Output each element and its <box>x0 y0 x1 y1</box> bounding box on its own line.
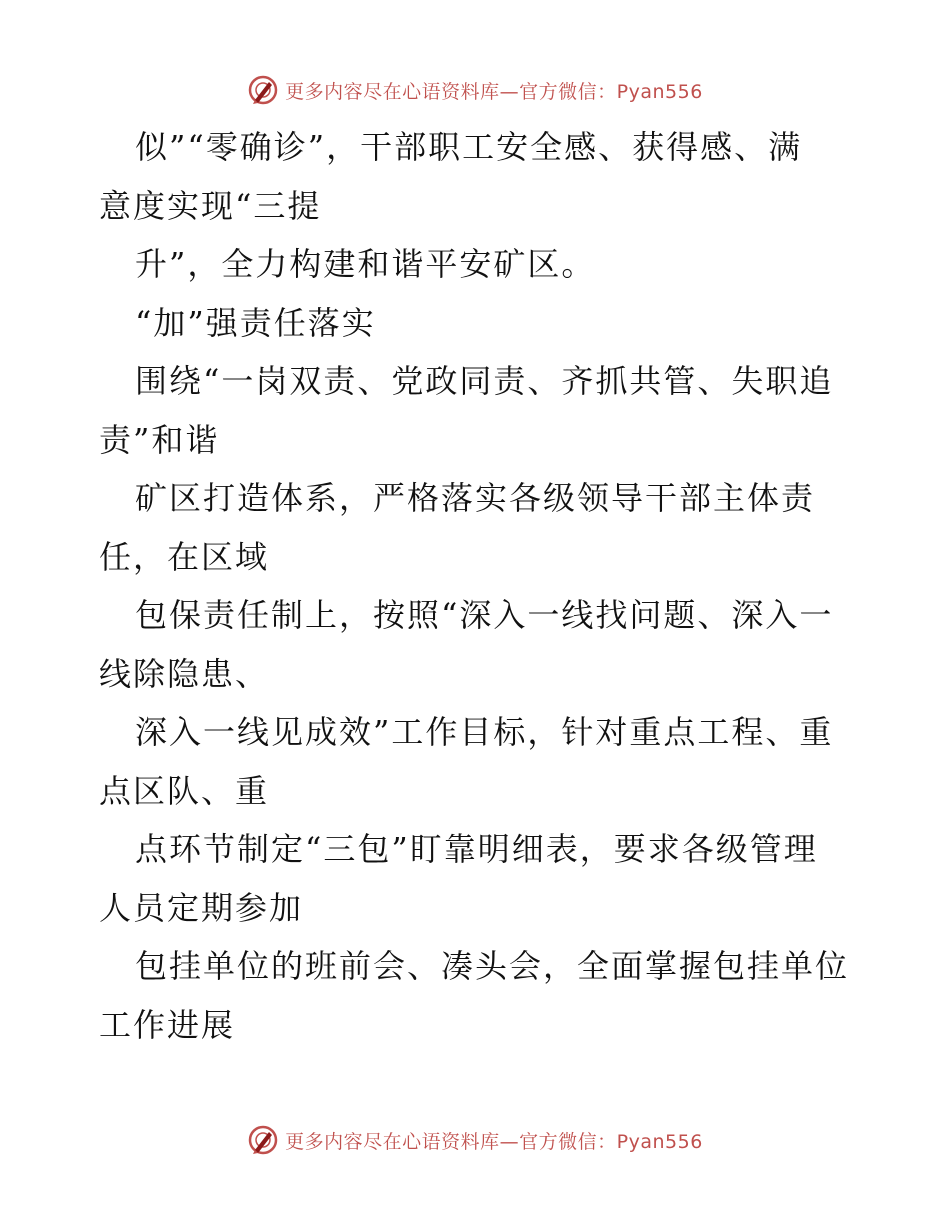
text-line: 意度实现“三提 <box>99 186 322 225</box>
text-line: 包保责任制上，按照“深入一线找问题、深入一 <box>135 596 834 634</box>
text-line: 升”，全力构建和谐平安矿区。 <box>135 245 596 283</box>
header-banner-text: 更多内容尽在心语资料库—官方微信：Pyan556 <box>285 80 703 103</box>
header-banner <box>0 70 950 110</box>
text-line: 包挂单位的班前会、凑头会，全面掌握包挂单位 <box>135 947 850 985</box>
text-line: 任，在区域 <box>99 537 270 576</box>
text-line: 矿区打造体系，严格落实各级领导干部主体责 <box>135 479 816 517</box>
text-line: 线除隐患、 <box>99 654 270 693</box>
footer-banner-text: 更多内容尽在心语资料库—官方微信：Pyan556 <box>285 1130 703 1153</box>
text-line: 点区队、重 <box>99 771 270 810</box>
text-line: 责”和谐 <box>99 420 220 459</box>
document-body <box>99 118 859 1054</box>
text-line: 似”“零确诊”，干部职工安全感、获得感、满 <box>135 128 803 166</box>
section-heading: “加”强责任落实 <box>135 303 376 342</box>
text-line: 工作进展 <box>99 1005 236 1044</box>
text-line: 深入一线见成效”工作目标，针对重点工程、重 <box>135 713 834 751</box>
footer-banner <box>0 1120 950 1160</box>
text-line: 人员定期参加 <box>99 888 304 927</box>
pen-logo-icon <box>247 1124 279 1156</box>
text-line: 点环节制定“三包”盯靠明细表，要求各级管理 <box>135 830 818 868</box>
text-line: 围绕“一岗双责、党政同责、齐抓共管、失职追 <box>135 362 834 400</box>
pen-logo-icon <box>247 74 279 106</box>
